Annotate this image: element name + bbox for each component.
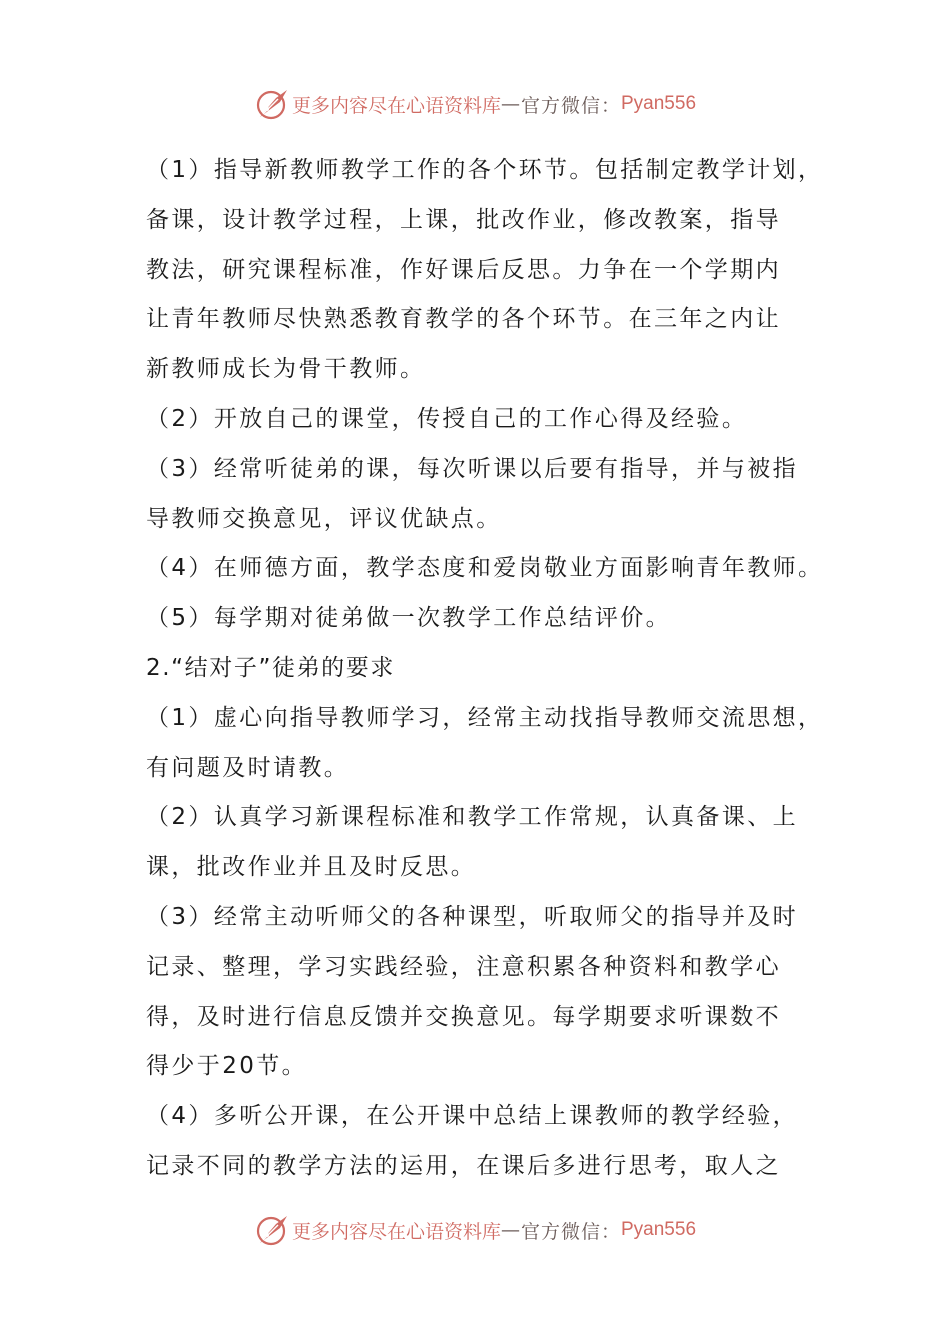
quill-pen-logo-icon [254, 86, 290, 122]
banner-red-text: 更多内容尽在心语资料库 [291, 94, 501, 117]
text-line: （3）经常主动听师父的各种课型，听取师父的指导并及时 [146, 903, 799, 930]
text-line: （2）开放自己的课堂，传授自己的工作心得及经验。 [146, 405, 748, 432]
banner-dash: — [500, 1219, 521, 1241]
text-line: （3）经常听徒弟的课，每次听课以后要有指导，并与被指 [146, 455, 799, 482]
text-line: （4）在师德方面，教学态度和爱岗敬业方面影响青年教师。 [146, 555, 824, 582]
banner-wechat-id: Pyan556 [621, 93, 697, 114]
text-line: 教法，研究课程标准，作好课后反思。力争在一个学期内 [146, 256, 781, 283]
text-line: 让青年教师尽快熟悉教育教学的各个环节。在三年之内让 [146, 306, 781, 333]
text-line: （4）多听公开课，在公开课中总结上课教师的教学经验， [146, 1103, 799, 1130]
banner-dark-text: 官方微信： [520, 1220, 621, 1243]
banner-dash: — [500, 93, 521, 115]
body-text [146, 146, 836, 1192]
text-line: （1）虚心向指导教师学习，经常主动找指导教师交流思想， [146, 704, 824, 731]
text-line: 得少于20节。 [146, 1053, 308, 1080]
text-line: （1）指导新教师教学工作的各个环节。包括制定教学计划， [146, 157, 824, 183]
text-line: 导教师交换意见，评议优缺点。 [146, 505, 502, 532]
banner-red-text: 更多内容尽在心语资料库 [291, 1220, 501, 1243]
text-line: 记录、整理，学习实践经验，注意积累各种资料和教学心 [146, 953, 781, 980]
text-line: 新教师成长为骨干教师。 [146, 356, 426, 383]
text-line: （2）认真学习新课程标准和教学工作常规，认真备课、上 [146, 804, 799, 831]
header-banner [0, 84, 950, 124]
text-line: 课，批改作业并且及时反思。 [146, 854, 477, 881]
text-line: 有问题及时请教。 [146, 754, 350, 781]
footer-banner [0, 1210, 950, 1250]
text-line: 得，及时进行信息反馈并交换意见。每学期要求听课数不 [146, 1003, 781, 1030]
banner-wechat-id: Pyan556 [621, 1219, 697, 1240]
section-heading: 2.“结对子”徒弟的要求 [146, 654, 395, 681]
quill-pen-logo-icon [254, 1212, 290, 1248]
banner-dark-text: 官方微信： [520, 94, 621, 117]
text-line: 备课，设计教学过程，上课，批改作业，修改教案，指导 [146, 206, 781, 233]
text-line: 记录不同的教学方法的运用，在课后多进行思考，取人之 [146, 1152, 781, 1179]
text-line: （5）每学期对徒弟做一次教学工作总结评价。 [146, 605, 672, 632]
